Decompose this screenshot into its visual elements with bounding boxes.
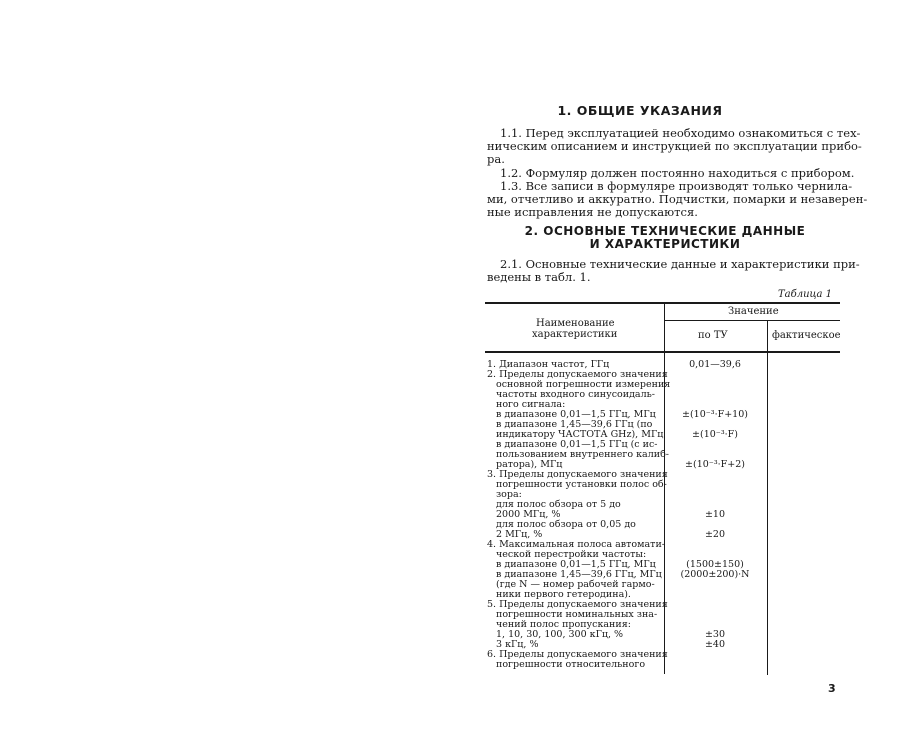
table-row-text: зора: (496, 489, 522, 500)
table-row-text: 2. Пределы допускаемого значения (487, 369, 668, 380)
table-row-value: ±20 (704, 529, 726, 540)
table-row-text: 6. Пределы допускаемого значения (487, 649, 668, 660)
header-tu: по ТУ (698, 330, 728, 341)
header-name-line2: характеристики (532, 329, 618, 340)
table-row-text: чений полос пропускания: (496, 619, 631, 630)
table-row-value: ±(10⁻³·F+10) (682, 409, 748, 420)
table-row-value: ±30 (704, 629, 726, 640)
table-row-text: 3 кГц, % (496, 639, 539, 650)
table-row-value: (1500±150) (686, 559, 744, 570)
table-row-text: основной погрешности измерения (496, 379, 671, 390)
table-row-text: 5. Пределы допускаемого значения (487, 599, 668, 610)
section2-p1-line1: 2.1. Основные технические данные и характеристики при- (500, 257, 860, 271)
table-row-text: для полос обзора от 0,05 до (496, 519, 636, 530)
section2-heading-line1: 2. ОСНОВНЫЕ ТЕХНИЧЕСКИЕ ДАННЫЕ (524, 224, 806, 238)
table-top-rule (485, 302, 840, 304)
table-caption: Таблица 1 (778, 289, 833, 300)
table-row-value: ±10 (704, 509, 726, 520)
table-row-text: в диапазоне 0,01—1,5 ГГц, МГц (496, 559, 656, 570)
header-name-line1: Наименование (536, 318, 615, 329)
table-row-value: 0,01—39,6 (689, 359, 741, 370)
header-value-group: Значение (728, 306, 779, 317)
table-row-text: в диапазоне 0,01—1,5 ГГц, МГц (496, 409, 656, 420)
table-row-text: 4. Максимальная полоса автомати- (487, 539, 665, 550)
table-row-value: (2000±200)·N (680, 569, 750, 580)
page-number: 3 (828, 682, 836, 695)
table-row-text: частоты входного синусоидаль- (496, 389, 655, 400)
value-group-rule (664, 320, 840, 321)
table-row-value: ±40 (704, 639, 726, 650)
section1-p3-line2: ми, отчетливо и аккуратно. Подчистки, помарки и незаверен- (487, 192, 868, 206)
table-row-text: 2 МГц, % (496, 529, 543, 540)
section1-p1-line1: 1.1. Перед эксплуатацией необходимо ознакомиться с тех- (500, 126, 861, 140)
table-row-text: ного сигнала: (496, 399, 566, 410)
section1-p2: 1.2. Формуляр должен постоянно находиться с прибором. (500, 166, 855, 180)
table-row-text: погрешности номинальных зна- (496, 609, 658, 620)
table-row-text: в диапазоне 0,01—1,5 ГГц (с ис- (496, 439, 658, 450)
table-row-text: ратора), МГц (496, 459, 563, 470)
header-actual: фактическое (772, 330, 841, 341)
section2-p1-line2: ведены в табл. 1. (487, 270, 591, 284)
table-row-text: в диапазоне 1,45—39,6 ГГц (по (496, 419, 653, 430)
table-row-text: 1. Диапазон частот, ГГц (487, 359, 610, 370)
section1-heading: 1. ОБЩИЕ УКАЗАНИЯ (557, 103, 723, 118)
table-row-value: ±(10⁻³·F) (692, 429, 738, 440)
table-row-text: (где N — номер рабочей гармо- (496, 579, 655, 590)
table-row-text: индикатору ЧАСТОТА GHz), МГц (496, 429, 664, 440)
table-row-text: 2000 МГц, % (496, 509, 561, 520)
table-row-value: ±(10⁻³·F+2) (685, 459, 745, 470)
column-divider-right (767, 320, 768, 675)
table-row-text: 1, 10, 30, 100, 300 кГц, % (496, 629, 624, 640)
table-row-text: в диапазоне 1,45—39,6 ГГц, МГц (496, 569, 662, 580)
section1-p1-line2: ническим описанием и инструкцией по эксплуатации прибо- (487, 139, 862, 153)
table-row-text: для полос обзора от 5 до (496, 499, 621, 510)
section1-p1-line3: ра. (487, 152, 505, 166)
section1-p3-line1: 1.3. Все записи в формуляре производят только чернила- (500, 179, 853, 193)
header-bottom-rule (485, 351, 840, 353)
table-row-text: ники первого гетеродина). (496, 589, 631, 600)
table-row-text: пользованием внутреннего калиб- (496, 449, 669, 460)
table-row-text: погрешности относительного (496, 659, 646, 670)
table-row-text: ческой перестройки частоты: (496, 549, 647, 560)
table-row-text: 3. Пределы допускаемого значения (487, 469, 668, 480)
section1-p3-line3: ные исправления не допускаются. (487, 205, 698, 219)
table-row-text: погрешности установки полос об- (496, 479, 667, 490)
section2-heading-line2: И ХАРАКТЕРИСТИКИ (589, 237, 741, 251)
